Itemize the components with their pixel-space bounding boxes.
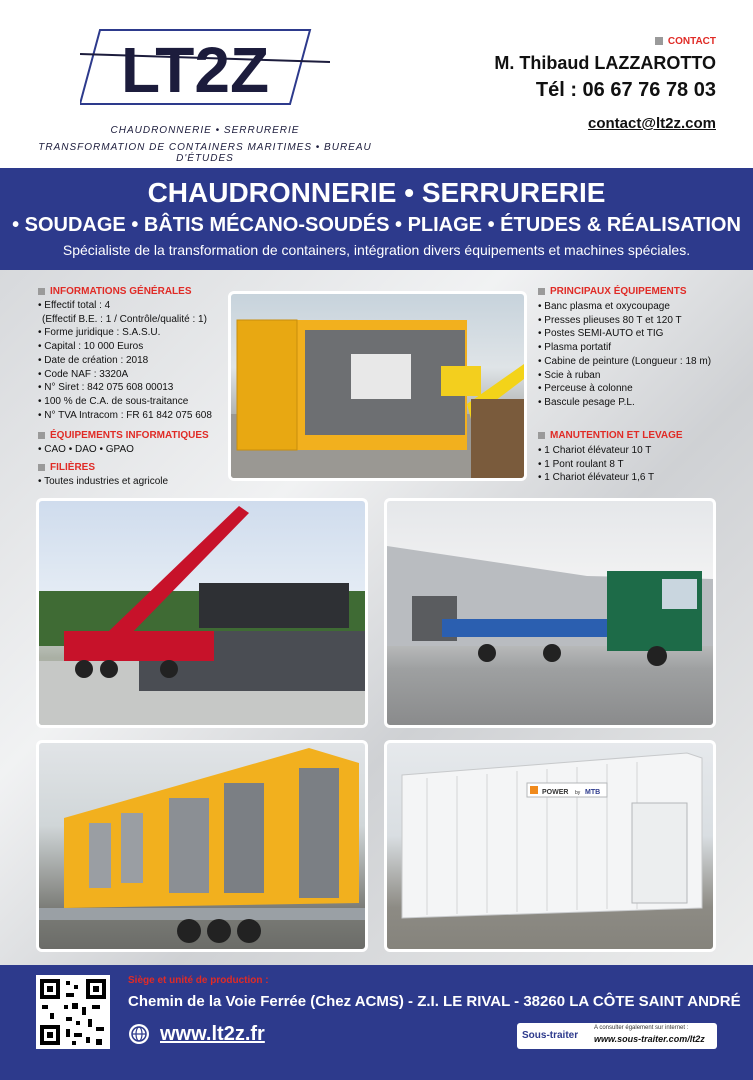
sous-traiter-url[interactable]: www.sous-traiter.com/lt2z [594, 1034, 705, 1044]
handling-section-title: MANUTENTION ET LEVAGE [538, 430, 683, 441]
photo-crane-truck [36, 498, 368, 728]
company-logo [80, 22, 330, 112]
info-item: • Capital : 10 000 Euros [38, 340, 228, 354]
power-label: POWER [542, 789, 569, 796]
website-link[interactable]: www.lt2z.fr [160, 1023, 265, 1045]
qr-code-icon[interactable] [36, 975, 110, 1049]
info-item: • 100 % de C.A. de sous-traitance [38, 395, 228, 409]
it-section-title: ÉQUIPEMENTS INFORMATIQUES [38, 430, 209, 441]
info-list [38, 299, 228, 422]
contact-email-link[interactable]: contact@lt2z.com [588, 115, 716, 132]
equip-item: • Plasma portatif [538, 341, 738, 355]
equip-item: • Perceuse à colonne [538, 382, 738, 396]
it-list [38, 443, 134, 457]
photo-green-truck [384, 498, 716, 728]
contact-phone[interactable]: Tél : 06 67 76 78 03 [535, 79, 716, 101]
headquarters-label: Siège et unité de production : [128, 975, 269, 986]
power-brand: MTB [585, 789, 601, 796]
filieres-section-title: FILIÈRES [38, 462, 95, 473]
tagline-2: TRANSFORMATION DE CONTAINERS MARITIMES • BUREAU D'ÉTUDES [38, 142, 372, 164]
info-item: • Effectif total : 4 [38, 299, 228, 313]
photo-yellow-container-trailer [36, 740, 368, 952]
sous-traiter-note: A consulter également sur internet : [594, 1025, 689, 1031]
tagline-1: CHAUDRONNERIE • SERRURERIE [110, 125, 300, 136]
filieres-item: • Toutes industries et agricole [38, 475, 168, 489]
contact-label: CONTACT [655, 36, 716, 47]
equip-item: • Presses plieuses 80 T et 120 T [538, 314, 738, 328]
banner-description: Spécialiste de la transformation de containers, intégration divers équipements et machines spéciales. [62, 242, 691, 258]
sous-traiter-brand: Sous-traiter [522, 1030, 579, 1041]
globe-icon [128, 1023, 150, 1045]
photo-illustration [39, 743, 365, 949]
power-by: by [575, 790, 581, 796]
address: Chemin de la Voie Ferrée (Chez ACMS) - Z.I. LE RIVAL - 38260 LA CÔTE SAINT ANDRÉ [128, 993, 741, 1010]
info-item: • N° Siret : 842 075 608 00013 [38, 381, 228, 395]
title-banner [0, 168, 753, 270]
it-item: • CAO • DAO • GPAO [38, 443, 134, 457]
handling-item: • 1 Pont roulant 8 T [538, 458, 654, 472]
banner-subtitle: • SOUDAGE • BÂTIS MÉCANO-SOUDÉS • PLIAGE • ÉTUDES & RÉALISATION [12, 214, 741, 236]
photo-illustration [387, 743, 713, 949]
info-item: (Effectif B.E. : 1 / Contrôle/qualité : 1) [42, 313, 207, 325]
contact-name: M. Thibaud LAZZAROTTO [494, 53, 716, 73]
equip-item: • Scie à ruban [538, 369, 738, 383]
photo-white-power-container [384, 740, 716, 952]
equip-item: • Postes SEMI-AUTO et TIG [538, 327, 738, 341]
filieres-list [38, 475, 168, 489]
handling-list [538, 444, 654, 485]
equip-item: • Cabine de peinture (Longueur : 18 m) [538, 355, 738, 369]
photo-illustration [231, 294, 524, 478]
equip-item: • Bascule pesage P.L. [538, 396, 738, 410]
info-item: • Code NAF : 3320A [38, 368, 228, 382]
equip-section-title: PRINCIPAUX ÉQUIPEMENTS [538, 286, 687, 297]
handling-item: • 1 Chariot élévateur 1,6 T [538, 471, 654, 485]
info-item: • N° TVA Intracom : FR 61 842 075 608 [38, 409, 228, 423]
photo-yellow-container-open [228, 291, 527, 481]
photo-illustration [39, 501, 365, 725]
info-item: • Forme juridique : S.A.S.U. [38, 326, 228, 340]
handling-item: • 1 Chariot élévateur 10 T [538, 444, 654, 458]
equip-item: • Banc plasma et oxycoupage [538, 300, 738, 314]
info-section-title: INFORMATIONS GÉNÉRALES [38, 286, 191, 297]
info-item: • Date de création : 2018 [38, 354, 228, 368]
logo-text: LT2Z [120, 34, 270, 106]
photo-illustration [387, 501, 713, 725]
banner-title: CHAUDRONNERIE • SERRURERIE [147, 177, 606, 208]
equip-list [538, 300, 738, 410]
